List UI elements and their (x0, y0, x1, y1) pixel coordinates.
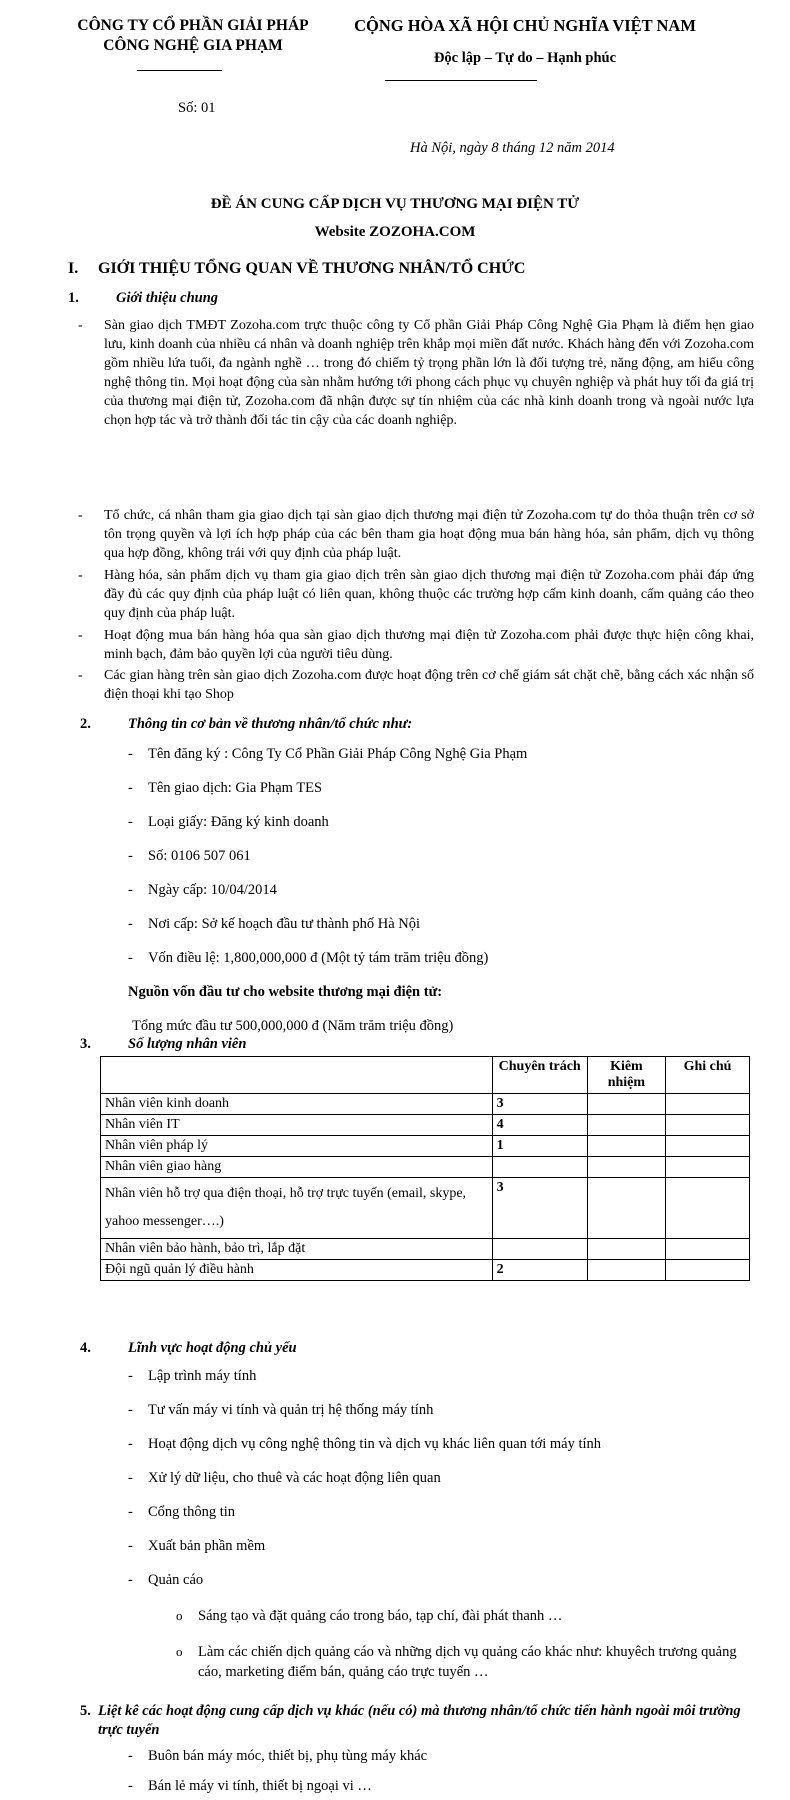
intro-bullet: - Hàng hóa, sản phẩm dịch vụ tham gia giao dịch trên sàn giao dịch thương mại điện tử Zozoha.com phải đáp ứng đầy đủ các quy định của pháp luật có liên quan, không thuộc các trường hợp cấm kinh doanh, cấm quảng cáo theo quy định của pháp luật. (78, 568, 754, 621)
subsection-1-heading (68, 290, 219, 307)
activity-item: - Xử lý dữ liệu, cho thuê và các hoạt động liên quan (128, 1470, 441, 1486)
section-title: GIỚI THIỆU TỔNG QUAN VỀ THƯƠNG NHÂN/TỔ CHỨC (98, 260, 526, 277)
table-row: Nhân viên bảo hành, bảo trì, lắp đặt (101, 1239, 750, 1260)
subsection-number: 2. (80, 716, 91, 732)
company-name (68, 16, 318, 56)
offline-activity-item: - Bán lẻ máy vi tính, thiết bị ngoại vi … (128, 1778, 372, 1794)
staff-table (100, 1056, 750, 1281)
section-number: I. (68, 260, 79, 277)
subsection-3-heading (80, 1036, 247, 1053)
motto-underline (385, 80, 537, 81)
subsection-number: 1. (68, 290, 79, 306)
activity-item: - Xuất bản phần mềm (128, 1538, 266, 1554)
section-heading (68, 260, 525, 278)
column-header (101, 1057, 493, 1094)
company-line2: CÔNG NGHỆ GIA PHẠM (103, 37, 283, 54)
column-header: Ghi chú (666, 1057, 750, 1094)
nation-title: CỘNG HÒA XÃ HỘI CHỦ NGHĨA VIỆT NAM (354, 16, 696, 35)
intro-bullet: - Hoạt động mua bán hàng hóa qua sàn giao dịch thương mại điện tử Zozoha.com phải được thực hiện công khai, minh bạch, đảm bảo quyền lợi của người tiêu dùng. (78, 628, 754, 662)
subsection-title: Giới thiệu chung (116, 290, 219, 306)
column-header: Kiêm nhiệm (587, 1057, 665, 1094)
subsection-title: Số lượng nhân viên (128, 1036, 247, 1052)
subsection-title: Liệt kê các hoạt động cung cấp dịch vụ khác (nếu có) mà thương nhân/tổ chức tiến hành ngoài môi trường trực tuyến (98, 1703, 741, 1738)
subsection-4-heading (80, 1340, 297, 1357)
activity-item: - Quản cáo (128, 1572, 204, 1588)
table-row: Nhân viên pháp lý 1 (101, 1136, 750, 1157)
document-date: Hà Nội, ngày 8 tháng 12 năm 2014 (410, 140, 615, 156)
offline-activity-item: - Buôn bán máy móc, thiết bị, phụ tùng máy khác (128, 1748, 428, 1764)
column-header: Chuyên trách (492, 1057, 587, 1094)
table-row: Nhân viên IT 4 (101, 1115, 750, 1136)
advertising-sub-item: o Sáng tạo và đặt quảng cáo trong báo, tạp chí, đài phát thanh … (176, 1608, 563, 1624)
activity-item: - Cổng thông tin (128, 1504, 236, 1520)
intro-bullet: - Các gian hàng trên sàn giao dịch Zozoha.com được hoạt động trên cơ chế giám sát chặt chẽ, bằng cách xác nhận số điện thoại khi tạo Shop (78, 668, 754, 702)
subsection-number: 3. (80, 1036, 91, 1052)
company-line1: CÔNG TY CỔ PHẦN GIẢI PHÁP (77, 17, 309, 34)
subsection-title: Thông tin cơ bản về thương nhân/tổ chức như: (128, 716, 413, 732)
capital-text: Tổng mức đầu tư 500,000,000 đ (Năm trăm triệu đồng) (132, 1018, 454, 1034)
subsection-number: 4. (80, 1340, 91, 1356)
subsection-number: 5. (80, 1703, 91, 1719)
circle-bullet-icon: o (176, 1644, 183, 1659)
info-item: - Ngày cấp: 10/04/2014 (128, 882, 277, 898)
subsection-5-heading (80, 1702, 758, 1740)
document-number: Số: 01 (178, 100, 216, 116)
advertising-sub-item: o Làm các chiến dịch quảng cáo và những dịch vụ quảng cáo khác như: khuyêch trương quảng cáo, marketing điểm bán, quảng cáo trực tuyến … (176, 1644, 737, 1680)
document-title: ĐỀ ÁN CUNG CẤP DỊCH VỤ THƯƠNG MẠI ĐIỆN TỬ (210, 196, 580, 212)
circle-bullet-icon: o (176, 1608, 183, 1623)
company-underline (137, 70, 222, 71)
table-row: Nhân viên giao hàng (101, 1157, 750, 1178)
activity-item: - Lập trình máy tính (128, 1368, 257, 1384)
info-item: - Tên giao dịch: Gia Phạm TES (128, 780, 323, 796)
intro-bullet: - Sàn giao dịch TMĐT Zozoha.com trực thuộc công ty Cổ phần Giải Pháp Công Nghệ Gia Phạm là điểm hẹn giao lưu, kinh doanh của nhiều cá nhân và doanh nghiệp trên khắp mọi miền đất nước. Khách hàng đến với Zozoha.com gồm nhiều lứa tuổi, đa ngành nghề … trong đó chiếm tỷ trọng phần lớn là đối tượng trẻ, năng động, am hiểu công nghệ thông tin. Mọi hoạt động của sàn nhằm hướng tới phong cách phục vụ chuyên nghiệp và phát huy tối đa giá trị của thương mại điện tử, Zozoha.com đã nhận được sự tín nhiệm của các nhà kinh doanh trong và ngoài nước lựa chọn hợp tác và trở thành đối tác tin cậy của các doanh nghiệp. (78, 318, 754, 428)
activity-item: - Tư vấn máy vi tính và quản trị hệ thống máy tính (128, 1402, 434, 1418)
table-row: Nhân viên kinh doanh 3 (101, 1094, 750, 1115)
table-header-row (101, 1057, 750, 1094)
info-item: - Vốn điều lệ: 1,800,000,000 đ (Một tỷ tám trăm triệu đồng) (128, 950, 489, 966)
capital-heading: Nguồn vốn đầu tư cho website thương mại điện tử: (128, 984, 443, 1000)
motto: Độc lập – Tự do – Hạnh phúc (433, 50, 617, 66)
subsection-title: Lĩnh vực hoạt động chủ yếu (128, 1340, 297, 1356)
info-item: - Loại giấy: Đăng ký kinh doanh (128, 814, 329, 830)
intro-bullet: - Tổ chức, cá nhân tham gia giao dịch tại sàn giao dịch thương mại điện tử Zozoha.com tự do thỏa thuận trên cơ sở tôn trọng quyền và lợi ích hợp pháp của các bên tham gia hoạt động mua bán hàng hóa, sản phẩm, dịch vụ thông qua hợp đồng, không trái với quy định của pháp luật. (78, 508, 754, 561)
table-row: Đội ngũ quản lý điều hành 2 (101, 1260, 750, 1281)
table-row: Nhân viên hỗ trợ qua điện thoại, hỗ trợ trực tuyến (email, skype, yahoo messenger….) 3 (101, 1178, 750, 1239)
subsection-2-heading (80, 716, 413, 733)
info-item: - Tên đăng ký : Công Ty Cổ Phần Giải Pháp Công Nghệ Gia Phạm (128, 746, 528, 762)
activity-item: - Hoạt động dịch vụ công nghệ thông tin và dịch vụ khác liên quan tới máy tính (128, 1436, 602, 1452)
info-item: - Nơi cấp: Sở kế hoạch đầu tư thành phố Hà Nội (128, 916, 421, 932)
info-item: - Số: 0106 507 061 (128, 848, 251, 864)
document-subtitle: Website ZOZOHA.COM (314, 224, 476, 240)
